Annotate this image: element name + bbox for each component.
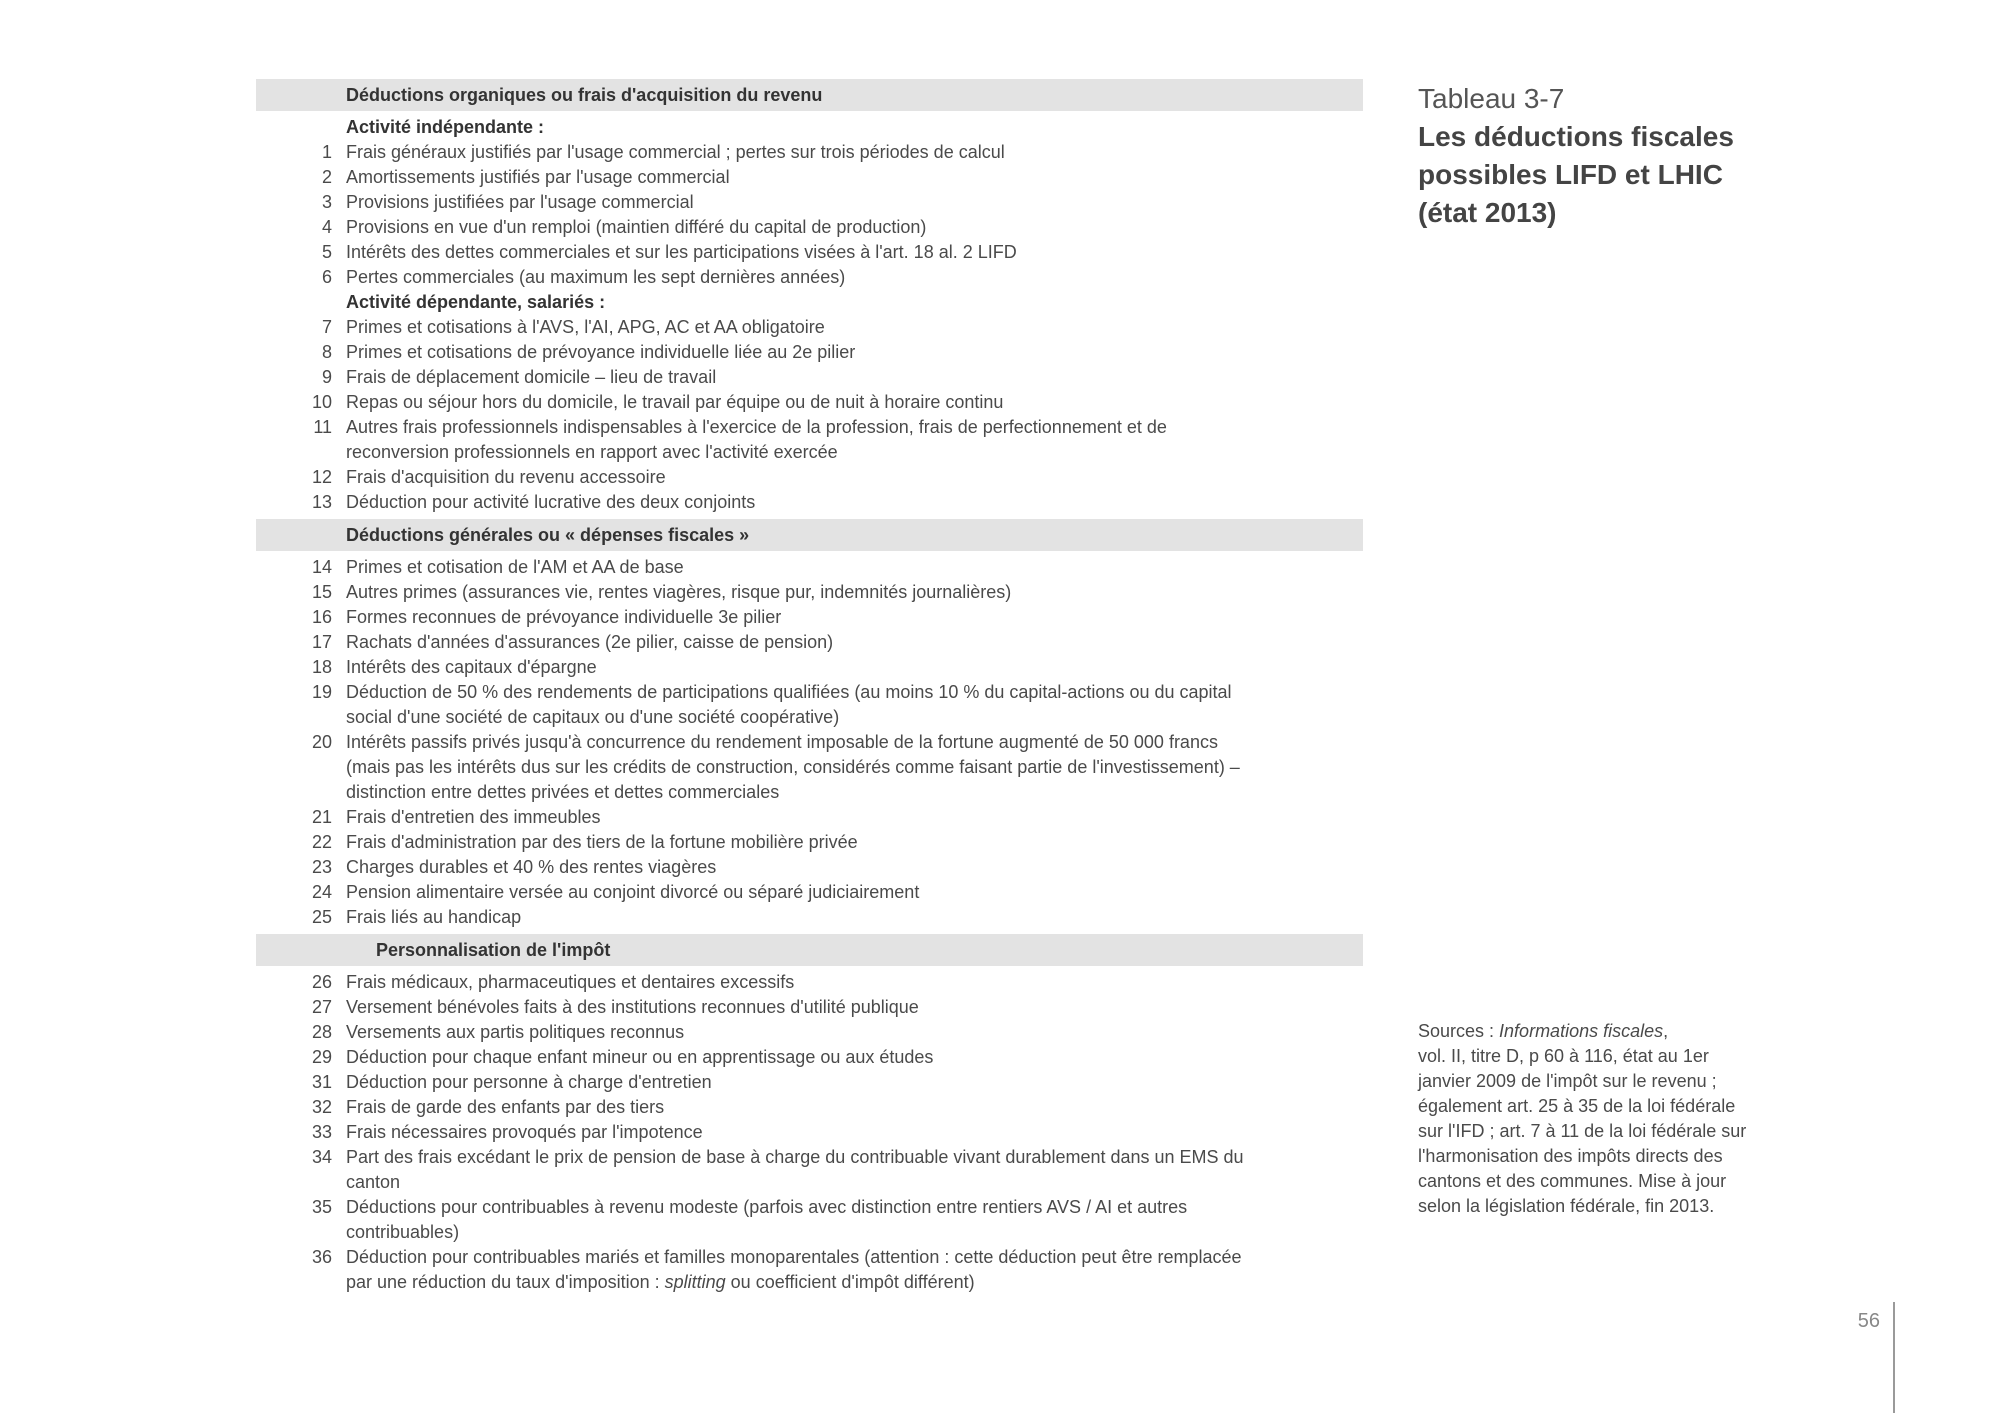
table-title [1418, 118, 1778, 232]
deduction-item [256, 1045, 1363, 1070]
item-number: 9 [321, 367, 332, 387]
item-number: 32 [311, 1097, 332, 1117]
item-number: 7 [321, 317, 332, 337]
item-number: 12 [311, 467, 332, 487]
item-text: par une réduction du taux d'imposition : splitting ou coefficient d'impôt différent) [346, 1272, 975, 1292]
deduction-item [256, 970, 1363, 995]
item-number: 36 [311, 1247, 332, 1267]
item-number: 15 [311, 582, 332, 602]
deduction-item [256, 1245, 1363, 1295]
item-text: Versements aux partis politiques reconnus [346, 1022, 685, 1042]
item-number: 19 [311, 682, 332, 702]
item-text: Déduction pour chaque enfant mineur ou en apprentissage ou aux études [346, 1047, 934, 1067]
item-text: distinction entre dettes privées et dettes commerciales [346, 782, 780, 802]
item-number: 17 [311, 632, 332, 652]
item-number: 29 [311, 1047, 332, 1067]
deduction-item [256, 630, 1363, 655]
deduction-item [256, 415, 1363, 465]
item-text: Déduction de 50 % des rendements de participations qualifiées (au moins 10 % du capital-actions ou du capital [346, 682, 1232, 702]
item-text: Frais médicaux, pharmaceutiques et dentaires excessifs [346, 972, 795, 992]
deduction-item [256, 465, 1363, 490]
page-divider [1893, 1302, 1895, 1413]
item-number: 20 [311, 732, 332, 752]
section-header [256, 79, 1363, 111]
sources-line: cantons et des communes. Mise à jour [1418, 1171, 1727, 1191]
deduction-item [256, 555, 1363, 580]
deduction-item [256, 190, 1363, 215]
item-text: Repas ou séjour hors du domicile, le travail par équipe ou de nuit à horaire continu [346, 392, 1004, 412]
deduction-item [256, 390, 1363, 415]
item-number: 11 [313, 417, 332, 437]
item-number: 5 [321, 242, 332, 262]
deduction-item [256, 880, 1363, 905]
item-number: 21 [311, 807, 332, 827]
item-number: 23 [311, 857, 332, 877]
item-number: 6 [321, 267, 332, 287]
item-text: Autres primes (assurances vie, rentes viagères, risque pur, indemnités journalières) [346, 582, 1012, 602]
table-label: Tableau 3-7 [1418, 83, 1565, 114]
item-number: 3 [321, 192, 332, 212]
item-text: Provisions justifiées par l'usage commercial [346, 192, 694, 212]
table-title-line: possibles LIFD et LHIC [1418, 159, 1723, 190]
item-text: Part des frais excédant le prix de pension de base à charge du contribuable vivant durablement dans un EMS du [346, 1147, 1244, 1167]
deduction-item [256, 140, 1363, 165]
section-header-label: Déductions organiques ou frais d'acquisition du revenu [346, 85, 823, 105]
item-text: Frais généraux justifiés par l'usage commercial ; pertes sur trois périodes de calcul [346, 142, 1005, 162]
item-number: 33 [311, 1122, 332, 1142]
item-text: Déductions pour contribuables à revenu modeste (parfois avec distinction entre rentiers AVS / AI et autres [346, 1197, 1188, 1217]
section-header-label: Personnalisation de l'impôt [376, 940, 611, 960]
deduction-item [256, 265, 1363, 290]
item-text: Frais d'entretien des immeubles [346, 807, 601, 827]
deduction-item [256, 240, 1363, 265]
item-number: 28 [311, 1022, 332, 1042]
item-text: contribuables) [346, 1222, 460, 1242]
item-text: Autres frais professionnels indispensables à l'exercice de la profession, frais de perfectionnement et de [346, 417, 1167, 437]
sources-label: Sources : [1418, 1021, 1500, 1041]
item-text: Versement bénévoles faits à des institutions reconnues d'utilité publique [346, 997, 919, 1017]
item-text: Pertes commerciales (au maximum les sept dernières années) [346, 267, 846, 287]
section-header-label: Déductions générales ou « dépenses fiscales » [346, 525, 750, 545]
item-text: Provisions en vue d'un remploi (maintien différé du capital de production) [346, 217, 927, 237]
deduction-item [256, 1020, 1363, 1045]
deduction-item [256, 215, 1363, 240]
item-text: Déduction pour personne à charge d'entretien [346, 1072, 712, 1092]
deduction-item [256, 995, 1363, 1020]
deduction-item [256, 830, 1363, 855]
deduction-item [256, 315, 1363, 340]
item-text: Primes et cotisations à l'AVS, l'AI, APG, AC et AA obligatoire [346, 317, 825, 337]
deduction-item [256, 655, 1363, 680]
item-text: Frais d'administration par des tiers de la fortune mobilière privée [346, 832, 858, 852]
sources-line: sur l'IFD ; art. 7 à 11 de la loi fédérale sur [1418, 1121, 1747, 1141]
item-text: Intérêts des capitaux d'épargne [346, 657, 597, 677]
sources-note [1418, 1019, 1778, 1219]
deduction-item [256, 580, 1363, 605]
item-text: Frais liés au handicap [346, 907, 522, 927]
item-number: 1 [321, 142, 332, 162]
item-number: 13 [311, 492, 332, 512]
item-text: Amortissements justifiés par l'usage commercial [346, 167, 730, 187]
deduction-item [256, 1195, 1363, 1245]
item-number: 35 [311, 1197, 332, 1217]
item-text: Primes et cotisation de l'AM et AA de base [346, 557, 684, 577]
table-title-line: Les déductions fiscales [1418, 121, 1734, 152]
deduction-item [256, 805, 1363, 830]
table-title-line: (état 2013) [1418, 197, 1557, 228]
sources-title: Informations fiscales [1499, 1021, 1664, 1041]
item-number: 8 [321, 342, 332, 362]
item-text: Frais d'acquisition du revenu accessoire [346, 467, 666, 487]
sources-line [1418, 1019, 1778, 1044]
item-number: 24 [311, 882, 332, 902]
section-header [256, 519, 1363, 551]
item-number: 22 [311, 832, 332, 852]
item-text: Frais de déplacement domicile – lieu de travail [346, 367, 717, 387]
sources-text: , [1663, 1021, 1669, 1041]
item-number: 4 [321, 217, 332, 237]
sources-line: vol. II, titre D, p 60 à 116, état au 1er [1418, 1046, 1709, 1066]
subsection-label: Activité dépendante, salariés : [346, 292, 606, 312]
sources-line: également art. 25 à 35 de la loi fédérale [1418, 1096, 1736, 1116]
item-text: Intérêts passifs privés jusqu'à concurrence du rendement imposable de la fortune augmenté de 50 000 francs [346, 732, 1218, 752]
sources-line: selon la législation fédérale, fin 2013. [1418, 1196, 1715, 1216]
item-text: Déduction pour contribuables mariés et familles monoparentales (attention : cette déduction peut être remplacée [346, 1247, 1242, 1267]
item-number: 26 [311, 972, 332, 992]
deduction-item [256, 165, 1363, 190]
item-number: 16 [311, 607, 332, 627]
item-number: 14 [311, 557, 332, 577]
deduction-item [256, 680, 1363, 730]
item-number: 31 [311, 1072, 332, 1092]
item-text: Déduction pour activité lucrative des deux conjoints [346, 492, 756, 512]
item-text: Frais de garde des enfants par des tiers [346, 1097, 665, 1117]
item-number: 27 [311, 997, 332, 1017]
deduction-item [256, 1070, 1363, 1095]
deduction-item [256, 1120, 1363, 1145]
item-text: social d'une société de capitaux ou d'une société coopérative) [346, 707, 840, 727]
item-text: (mais pas les intérêts dus sur les crédits de construction, considérés comme faisant partie de l'investissement) – [346, 757, 1240, 777]
item-text: Intérêts des dettes commerciales et sur les participations visées à l'art. 18 al. 2 LIFD [346, 242, 1017, 262]
item-text: canton [346, 1172, 401, 1192]
sources-line: l'harmonisation des impôts directs des [1418, 1146, 1723, 1166]
item-number: 10 [311, 392, 332, 412]
item-text: Rachats d'années d'assurances (2e pilier, caisse de pension) [346, 632, 834, 652]
item-number: 18 [311, 657, 332, 677]
deduction-item [256, 490, 1363, 515]
deduction-item [256, 1095, 1363, 1120]
deduction-item [256, 905, 1363, 930]
sources-line: janvier 2009 de l'impôt sur le revenu ; [1418, 1071, 1717, 1091]
item-number: 25 [311, 907, 332, 927]
deduction-item [256, 730, 1363, 805]
item-text: Pension alimentaire versée au conjoint divorcé ou séparé judiciairement [346, 882, 920, 902]
item-text: Formes reconnues de prévoyance individuelle 3e pilier [346, 607, 782, 627]
subsection-label: Activité indépendante : [346, 117, 545, 137]
section-header [256, 934, 1363, 966]
deduction-item [256, 855, 1363, 880]
deduction-item [256, 340, 1363, 365]
item-text: Frais nécessaires provoqués par l'impotence [346, 1122, 703, 1142]
item-number: 34 [311, 1147, 332, 1167]
item-number: 2 [321, 167, 332, 187]
table-caption [1418, 80, 1778, 232]
deduction-item [256, 1145, 1363, 1195]
item-text: reconversion professionnels en rapport avec l'activité exercée [346, 442, 838, 462]
item-text: Primes et cotisations de prévoyance individuelle liée au 2e pilier [346, 342, 856, 362]
item-text: Charges durables et 40 % des rentes viagères [346, 857, 717, 877]
page-number: 56 [1857, 1310, 1880, 1332]
deduction-item [256, 365, 1363, 390]
deduction-item [256, 605, 1363, 630]
